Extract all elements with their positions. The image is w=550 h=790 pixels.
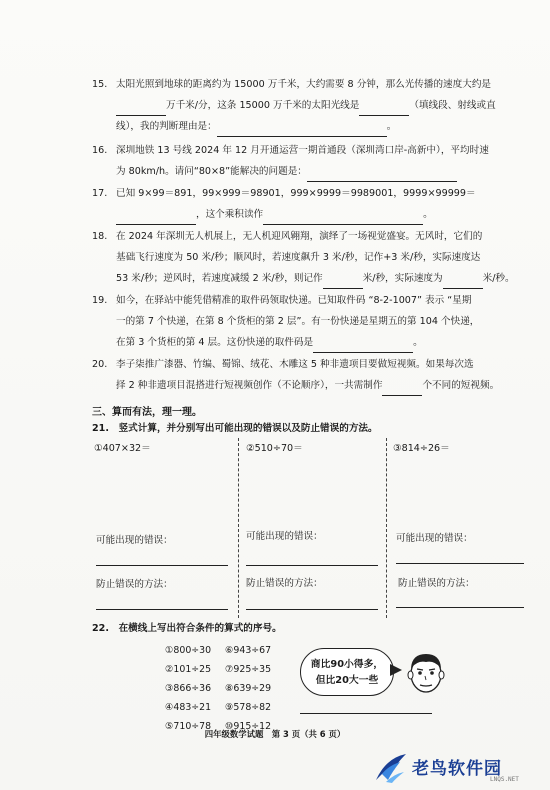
question-text-part: （填线段、射线或直 [409, 100, 496, 111]
question-text [92, 95, 522, 116]
question-text-part: 米/秒，实际速度为 [362, 273, 443, 284]
question-text: 深圳地铁 13 号线 2024 年 12 月开通运营一期首通段（深圳湾口岸-高新中），平均时速 [116, 145, 489, 156]
column-divider [238, 438, 239, 618]
question-text-part: 线），我的判断理由是： [116, 121, 217, 132]
question-15 [92, 74, 522, 137]
question-number: 15. [92, 79, 108, 90]
question-text-part: 米/秒。 [482, 273, 515, 284]
question-20 [92, 354, 522, 396]
error-label: 可能出现的错误： [396, 533, 473, 544]
question-17 [92, 183, 522, 225]
fix-label: 防止错误的方法： [246, 578, 323, 589]
speech-bubble [300, 648, 394, 696]
question-number: 18. [92, 231, 108, 242]
problem-3: ③814÷26＝ [393, 443, 450, 454]
question-text: 如今，在驿站中能凭借精准的取件码领取快递。已知取件码 “8-2-1007” 表示 “星期 [116, 295, 472, 306]
question-text: 基础飞行速度为 50 米/秒；顺风时，若速度飙升 3 米/秒，记作+3 米/秒，实际速度达 [116, 252, 481, 263]
answer-blank[interactable] [313, 340, 413, 353]
page-footer: 四年级数学试题 第 3 页（共 6 页） [204, 729, 346, 739]
watermark-logo [372, 752, 542, 786]
problem-2: ②510÷70＝ [246, 443, 303, 454]
logo-text: 老鸟软件园 [412, 759, 502, 779]
question-text-part: ，这个乘积读作 [196, 209, 264, 220]
question-text [92, 268, 522, 289]
answer-blank[interactable] [323, 276, 363, 289]
question-number: 19. [92, 295, 108, 306]
question-number: 20. [92, 359, 108, 370]
speech-bubble-tail [390, 664, 402, 676]
question-number: 17. [92, 188, 108, 199]
question-18 [92, 226, 522, 289]
option-item: ⑩915÷12 [225, 721, 272, 732]
bubble-line: 商比90小得多， [310, 659, 384, 670]
question-text-part: 万千米/分，这条 15000 万千米的太阳光线是 [166, 100, 360, 111]
question-text-part: 在第 3 个货柜的第 4 层。这份快递的取件码是 [116, 337, 314, 348]
answer-blank[interactable] [116, 212, 196, 225]
question-21: 21. 竖式计算，并分别写出可能出现的错误以及防止错误的方法。 [92, 423, 378, 434]
option-item: ⑦925÷35 [225, 664, 272, 675]
option-item: ③866÷36 [165, 683, 212, 694]
question-text-part: 。 [413, 337, 423, 348]
question-text: 已知 9×99＝891，99×999＝98901，999×9999＝9989001，9999×99999＝ [116, 188, 476, 199]
question-text [92, 204, 522, 225]
option-item: ⑤710÷78 [165, 721, 212, 732]
question-text [92, 116, 522, 137]
option-item: ⑨578÷82 [225, 702, 272, 713]
question-text-part: 53 米/秒；逆风时，若速度减缓 2 米/秒，则记作 [116, 273, 323, 284]
option-item: ⑧639÷29 [225, 683, 272, 694]
answer-line[interactable] [300, 713, 432, 714]
question-text: 在 2024 年深圳无人机展上，无人机迎风翱翔，演绎了一场视觉盛宴。无风时，它们的 [116, 231, 483, 242]
answer-line[interactable] [96, 565, 228, 566]
answer-line[interactable] [396, 607, 524, 608]
problem-1: ①407×32＝ [94, 443, 151, 454]
logo-subtext: LNQS.NET [490, 776, 519, 783]
question-text [92, 161, 522, 182]
question-text-part: 个不同的短视频。 [422, 380, 500, 391]
answer-blank[interactable] [359, 103, 409, 116]
answer-line[interactable] [246, 565, 378, 566]
bird-logo-icon [374, 752, 408, 784]
bubble-line: 但比20大一些 [315, 675, 379, 686]
answer-line[interactable] [246, 609, 378, 610]
option-item: ④483÷21 [165, 702, 212, 713]
answer-line[interactable] [396, 563, 524, 564]
question-16 [92, 140, 522, 182]
option-item: ⑥943÷67 [225, 645, 272, 656]
option-list-right [225, 641, 271, 736]
section-heading: 三、算而有法，理一理。 [92, 407, 202, 418]
answer-blank[interactable] [307, 169, 457, 182]
question-text-part: 为 80km/h。请问“80×8”能解决的问题是： [116, 166, 307, 177]
answer-blank[interactable] [443, 276, 483, 289]
option-item: ②101÷25 [165, 664, 212, 675]
column-divider [386, 438, 387, 618]
question-19 [92, 290, 522, 353]
answer-blank[interactable] [116, 103, 166, 116]
question-text: 李子柒推广漆器、竹编、蜀锦、绒花、木雕这 5 种非遗项目要做短视频。如果每次选 [116, 359, 474, 370]
option-list-left [165, 641, 211, 736]
question-text-part: 。 [423, 209, 433, 220]
fix-label: 防止错误的方法： [96, 579, 173, 590]
question-text [92, 332, 522, 353]
answer-blank[interactable] [382, 383, 422, 396]
answer-blank[interactable] [263, 212, 423, 225]
error-label: 可能出现的错误： [246, 531, 323, 542]
fix-label: 防止错误的方法： [398, 578, 475, 589]
question-text [92, 375, 522, 396]
student-face-icon [404, 646, 448, 698]
question-number: 16. [92, 145, 108, 156]
question-text-part: 。 [386, 121, 397, 132]
question-text: 太阳光照到地球的距离约为 15000 万千米，大约需要 8 分钟，那么光传播的速度大约是 [116, 79, 492, 90]
option-item: ①800÷30 [165, 645, 212, 656]
question-22: 22. 在横线上写出符合条件的算式的序号。 [92, 623, 282, 634]
question-text-part: 择 2 种非遗项目混搭进行短视频创作（不论顺序），一共需制作 [116, 380, 383, 391]
answer-blank[interactable] [217, 124, 387, 137]
question-text: 一的第 7 个快递，在第 8 个货柜的第 2 层”。有一份快递是星期五的第 104 个快递， [116, 316, 480, 327]
answer-line[interactable] [96, 609, 228, 610]
error-label: 可能出现的错误： [96, 535, 173, 546]
